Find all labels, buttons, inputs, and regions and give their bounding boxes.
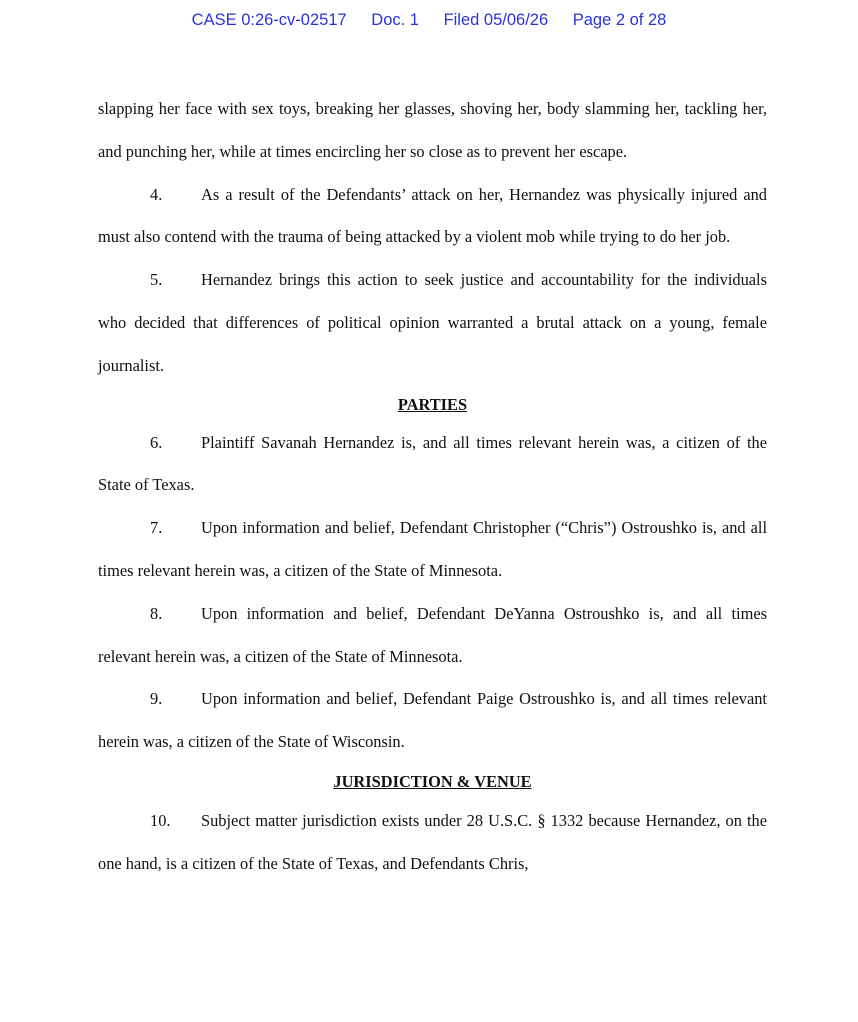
paragraph-7 [98, 507, 767, 593]
paragraph-8 [98, 593, 767, 679]
document-body [98, 88, 767, 886]
paragraph-5 [98, 259, 767, 387]
filed-date: Filed 05/06/26 [443, 11, 549, 29]
paragraph-number: 9. [150, 689, 163, 709]
paragraph-number: 5. [150, 270, 163, 290]
paragraph-text: Upon information and belief, Defendant DeYanna Ostroushko is, and all times relevant herein was, a citizen of the State of Minnesota. [98, 603, 767, 666]
paragraph-text: Subject matter jurisdiction exists under 28 U.S.C. § 1332 because Hernandez, on the one hand, is a citizen of the State of Texas, and Defendants Chris, [98, 810, 767, 873]
paragraph-10 [98, 800, 767, 886]
paragraph-text: As a result of the Defendants’ attack on her, Hernandez was physically injured and must also contend with the trauma of being attacked by a violent mob while trying to do her job. [98, 184, 767, 247]
paragraph-text: Upon information and belief, Defendant Christopher (“Chris”) Ostroushko is, and all times relevant herein was, a citizen of the State of Minnesota. [98, 518, 767, 580]
document-number: Doc. 1 [371, 11, 419, 29]
paragraph-number: 6. [150, 432, 163, 452]
page-indicator: Page 2 of 28 [572, 11, 667, 29]
paragraph-number: 10. [150, 810, 171, 830]
paragraph-text: Plaintiff Savanah Hernandez is, and all times relevant herein was, a citizen of the State of Texas. [98, 432, 767, 495]
paragraph-number: 8. [150, 603, 163, 623]
paragraph-number: 7. [150, 518, 163, 538]
page-header [0, 11, 858, 30]
paragraph-4 [98, 174, 767, 260]
paragraph-9 [98, 678, 767, 764]
paragraph-text: Upon information and belief, Defendant Paige Ostroushko is, and all times relevant herein was, a citizen of the State of Wisconsin. [98, 689, 767, 752]
section-heading-parties: PARTIES [397, 394, 468, 414]
section-heading-jurisdiction: JURISDICTION & VENUE [333, 771, 532, 791]
paragraph-6 [98, 422, 767, 508]
case-number: CASE 0:26-cv-02517 [191, 11, 347, 29]
paragraph-number: 4. [150, 184, 163, 204]
paragraph-continuation: slapping her face with sex toys, breaking her glasses, shoving her, body slamming her, tackling her, and punching her, while at times encircling her so close as to prevent her escape. [98, 99, 767, 161]
paragraph-text: Hernandez brings this action to seek justice and accountability for the individuals who decided that differences of political opinion warranted a brutal attack on a young, female journalist. [98, 270, 767, 375]
